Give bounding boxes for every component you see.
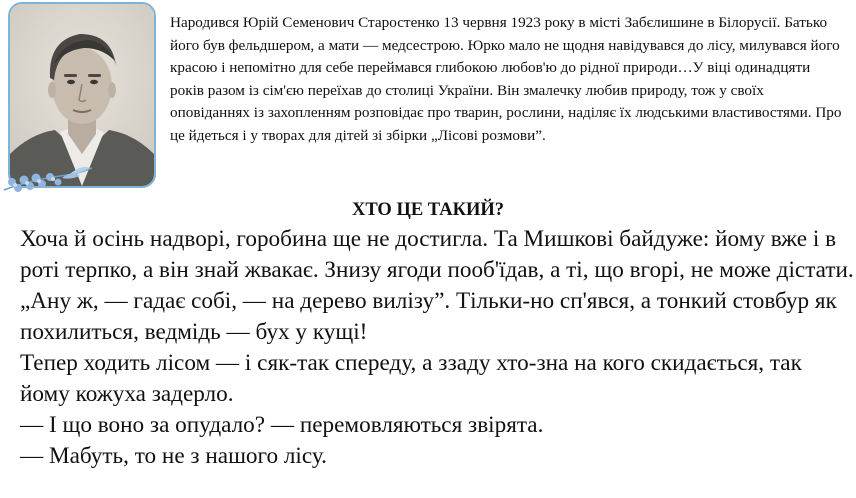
story-paragraph: Тепер ходить лісом — і сяк-так спереду, а ззаду хто-зна на кого скидається, так йому кожуха задерло. [20, 350, 802, 407]
story-text [20, 224, 856, 472]
story-paragraph: Хоча й осінь надворі, горобина ще не достигла. Та Мишкові байдуже: йому вже і в роті терпко, а він знай жвакає. Знизу ягоди пооб'їдав, а ті, що вгорі, не може дістати. „Ану ж, — гадає собі, — на дерево вилізу”. Тільки-но сп'явся, а тонкий стовбур як похилиться, ведмідь — бух у кущі! [20, 226, 854, 345]
flower-decoration-icon [0, 158, 96, 198]
story-title: ХТО ЦЕ ТАКИЙ? [351, 200, 505, 220]
story-paragraph: — Мабуть, то не з нашого лісу. [20, 443, 327, 469]
story-paragraph: — І що воно за опудало? — перемовляються звірята. [20, 412, 544, 438]
author-biography: Народився Юрій Семенович Старостенко 13 червня 1923 року в місті Забєлишине в Білорусії. Батько його був фельдшером, а мати — медсестрою. Юрко мало не щодня навідувався до лісу, милувався його красою і непомітно для себе переймався глибокою любов'ю до рідної природи…У віці одинадцяти років разом із сім'єю переїхав до столиці України. Він змалечку любив природу, тож у своїх оповіданнях із захопленням розповідає про тварин, рослини, наділяє їх людськими властивостями. Про це йдеться і у творах для дітей зі збірки „Лісові розмови”. [170, 14, 842, 144]
